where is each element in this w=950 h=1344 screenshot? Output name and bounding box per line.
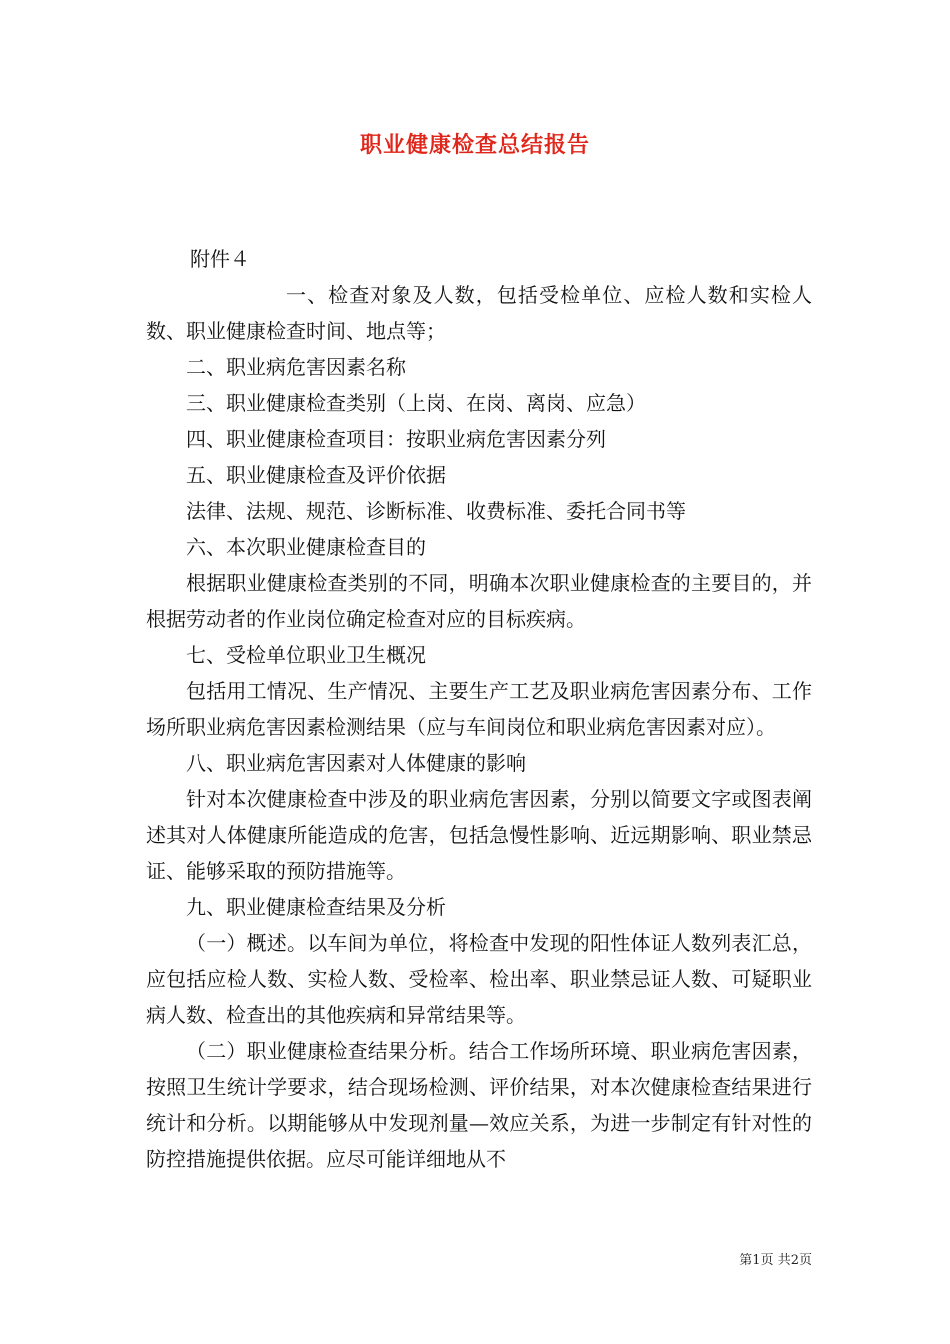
paragraph-2: 二、职业病危害因素名称: [186, 355, 406, 379]
annex-label: 附件４: [190, 247, 250, 271]
paragraph-5: 五、职业健康检查及评价依据: [186, 463, 446, 487]
paragraph-15: （二）职业健康检查结果分析。结合工作场所环境、职业病危害因素，按照卫生统计学要求，结合现场检测、评价结果，对本次健康检查结果进行统计和分析。以期能够从中发现剂量—效应关系，为进一步制定有针对性的防控措施提供依据。应尽可能详细地从不: [146, 1039, 812, 1171]
paragraph-7: 六、本次职业健康检查目的: [186, 535, 426, 559]
paragraph-10: 包括用工情况、生产情况、主要生产工艺及职业病危害因素分布、工作场所职业病危害因素检测结果（应与车间岗位和职业病危害因素对应）。: [146, 679, 812, 739]
page-number-footer: [739, 1249, 812, 1268]
page-total: 2: [790, 1253, 799, 1268]
paragraph-4: 四、职业健康检查项目：按职业病危害因素分列: [186, 427, 606, 451]
paragraph-1: 一、检查对象及人数，包括受检单位、应检人数和实检人数、职业健康检查时间、地点等；: [146, 283, 812, 343]
page-prefix: 第: [739, 1253, 753, 1268]
paragraph-9: 七、受检单位职业卫生概况: [186, 643, 426, 667]
paragraph-14: （一）概述。以车间为单位，将检查中发现的阳性体证人数列表汇总，应包括应检人数、实检人数、受检率、检出率、职业禁忌证人数、可疑职业病人数、检查出的其他疾病和异常结果等。: [146, 931, 812, 1027]
document-body: [146, 241, 812, 1177]
paragraph-3: 三、职业健康检查类别（上岗、在岗、离岗、应急）: [186, 391, 646, 415]
paragraph-6: 法律、法规、规范、诊断标准、收费标准、委托合同书等: [186, 499, 686, 523]
paragraph-13: 九、职业健康检查结果及分析: [186, 895, 446, 919]
page-suffix: 页: [798, 1253, 812, 1268]
page-mid: 页 共: [760, 1253, 791, 1268]
paragraph-8: 根据职业健康检查类别的不同，明确本次职业健康检查的主要目的，并根据劳动者的作业岗位确定检查对应的目标疾病。: [146, 571, 812, 631]
paragraph-11: 八、职业病危害因素对人体健康的影响: [186, 751, 526, 775]
page-current: 1: [752, 1253, 761, 1268]
document-title: 职业健康检查总结报告: [359, 132, 590, 158]
paragraph-12: 针对本次健康检查中涉及的职业病危害因素，分别以简要文字或图表阐述其对人体健康所能造成的危害，包括急慢性影响、近远期影响、职业禁忌证、能够采取的预防措施等。: [146, 787, 812, 883]
